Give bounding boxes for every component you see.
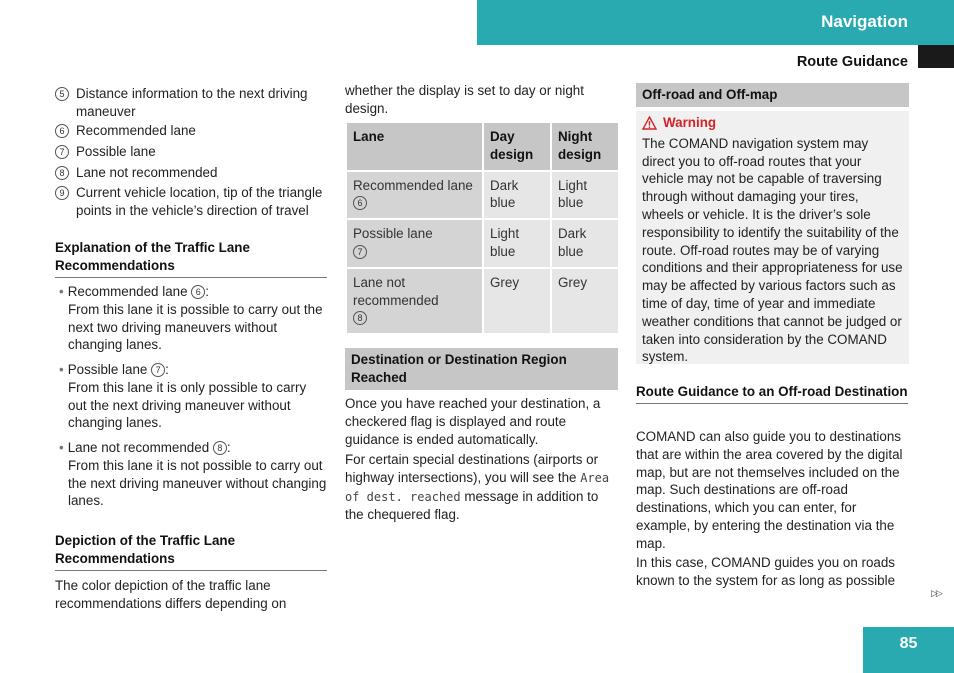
table-row: [346, 171, 619, 220]
subsection-title: Route Guidance: [796, 54, 908, 70]
bullet-item: • Lane not recommended 8 : From this lane it is not possible to carry out the next driving maneuver without changing lanes.: [59, 440, 327, 509]
bullet-description: From this lane it is only possible to carry out the next driving maneuver without changing lanes.: [68, 379, 307, 431]
bullet-description: From this lane it is not possible to carry out the next driving maneuver without changing lanes.: [68, 457, 327, 509]
number-badge: 7: [55, 145, 69, 159]
table-cell: Light blue: [551, 171, 619, 220]
paragraph-text: message in addition to the chequered flag.: [345, 488, 599, 523]
offroad-heading: Off-road and Off-map: [636, 83, 909, 107]
warning-title-row: [642, 114, 903, 135]
table-header-cell: Night design: [551, 122, 619, 171]
legend-item: [55, 143, 328, 161]
legend-text: Recommended lane: [76, 123, 196, 138]
destination-paragraph: [345, 451, 618, 524]
destination-paragraph: Once you have reached your destination, a checkered flag is displayed and route guidance is ended automatically.: [345, 396, 601, 447]
number-badge: 6: [353, 196, 367, 210]
table-header-cell: Lane: [346, 122, 483, 171]
table-cell: Light blue: [483, 219, 551, 268]
legend-item: [55, 85, 328, 121]
legend-text: Possible lane: [76, 144, 156, 159]
legend-text: Lane not recommended: [76, 165, 218, 180]
route-guidance-paragraph: In this case, COMAND guides you on roads known to the system for as long as possible: [636, 555, 896, 588]
legend-item: [55, 184, 328, 220]
table-row: [346, 219, 619, 268]
route-guidance-paragraph: COMAND can also guide you to destinations that are within the area covered by the digital map, but are not themselves included on the map. Such destinations are off-road destinations, which you can enter, for example, by entering the destination via the map.: [636, 429, 903, 551]
legend-text: Current vehicle location, tip of the triangle points in the vehicle’s direction of travel: [76, 185, 323, 218]
bullet-label: Lane not recommended: [67, 440, 210, 455]
bullet-description: From this lane it is possible to carry out the next two driving maneuvers without changing lanes.: [68, 301, 323, 353]
lane-name: Possible lane: [353, 226, 433, 242]
bullet-item: • Recommended lane 6 : From this lane it is possible to carry out the next two driving maneuvers without changing lanes.: [55, 283, 328, 354]
bullet-item: • Possible lane 7 : From this lane it is only possible to carry out the next driving maneuver without changing lanes.: [55, 361, 328, 432]
legend-text: Distance information to the next driving maneuver: [76, 86, 308, 119]
table-header-cell: Day design: [483, 122, 551, 171]
bullet-label: Recommended lane: [67, 284, 188, 299]
table-cell: Grey: [483, 268, 551, 334]
legend-item: [55, 164, 328, 182]
paragraph-text: For certain special destinations (airports or highway intersections), you will see the: [345, 452, 599, 485]
legend-item: [55, 122, 328, 140]
number-badge: 6: [55, 124, 69, 138]
warning-box: [636, 111, 909, 364]
explanation-heading: Explanation of the Traffic Lane Recommendations: [55, 239, 327, 278]
page-number-box: [863, 627, 954, 673]
table-cell: Grey: [551, 268, 619, 334]
warning-title: Warning: [663, 115, 717, 130]
table-cell: [346, 219, 483, 268]
number-badge: 7: [151, 363, 165, 377]
bullet-label: Possible lane: [67, 362, 148, 377]
number-badge: 9: [55, 186, 69, 200]
table-cell: [346, 268, 483, 334]
depiction-text: The color depiction of the traffic lane recommendations differs depending on: [55, 578, 287, 611]
lane-name: Lane not recommended: [353, 274, 439, 308]
table-cell: Dark blue: [483, 171, 551, 220]
continue-arrows-icon: ▷▷: [931, 588, 941, 598]
table-cell: Dark blue: [551, 219, 619, 268]
number-badge: 8: [353, 311, 367, 325]
lane-name: Recommended lane: [353, 177, 473, 193]
route-guidance-heading: Route Guidance to an Off-road Destination: [636, 383, 908, 404]
bullet-dot: •: [59, 284, 64, 299]
section-title: Navigation: [821, 12, 908, 31]
number-badge: 8: [55, 166, 69, 180]
display-message: Area of dest. reached: [345, 470, 610, 504]
table-row: [346, 268, 619, 334]
page-number: 85: [899, 635, 918, 652]
warning-text: The COMAND navigation system may direct you to off-road routes that your vehicle may not be capable of traversing through without damaging your tires, wheels or vehicle. It is the driver’s sole responsibility to identify the suitability of the route. Off-road routes may be of varying conditions and their appropriateness for use may be affected by various factors such as time of day, time of year and immediate weather conditions that cannot be judged or taken into consideration by the COMAND system.: [642, 135, 903, 365]
destination-heading: Destination or Destination Region Reached: [345, 348, 618, 390]
bullet-dot: •: [59, 440, 64, 455]
number-badge: 8: [213, 441, 227, 455]
number-badge: 5: [55, 87, 69, 101]
table-header-row: [346, 122, 619, 171]
warning-triangle-icon: [642, 116, 657, 135]
intro-text: whether the display is set to day or night design.: [345, 83, 584, 116]
lane-color-table: [345, 121, 620, 335]
table-cell: [346, 171, 483, 220]
number-badge: 7: [353, 245, 367, 259]
bullet-dot: •: [59, 362, 64, 377]
section-header-bar: [477, 0, 954, 45]
number-badge: 6: [191, 285, 205, 299]
chapter-tab-marker: [918, 45, 954, 68]
depiction-heading: Depiction of the Traffic Lane Recommendations: [55, 532, 327, 571]
